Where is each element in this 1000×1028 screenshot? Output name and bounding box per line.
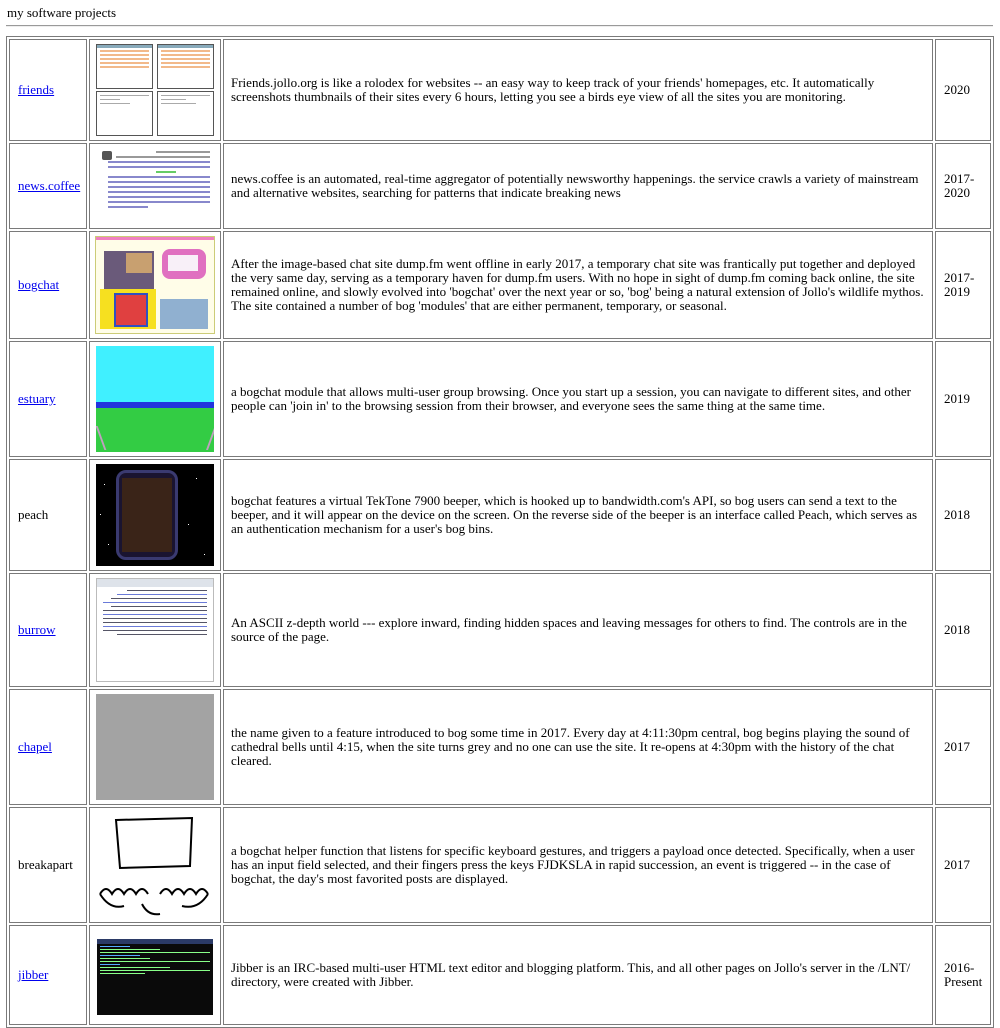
- project-name-cell: [9, 231, 87, 339]
- project-description: news.coffee is an automated, real-time aggregator of potentially newsworthy happenings. the service crawls a variety of mainstream and alternative websites, searching for patterns that indicate breaking news: [223, 143, 933, 229]
- project-year: 2017: [935, 807, 991, 923]
- project-description: a bogchat module that allows multi-user group browsing. Once you start up a session, you can navigate to different sites, and other people can 'join in' to the browsing session from their browser, and everyone sees the same thing at the same time.: [223, 341, 933, 457]
- project-link-jibber[interactable]: jibber: [18, 967, 49, 982]
- project-name-cell: [9, 39, 87, 141]
- breakapart-thumbnail[interactable]: [94, 812, 216, 918]
- project-description: the name given to a feature introduced to bog some time in 2017. Every day at 4:11:30pm central, bog begins playing the sound of cathedral bells until 4:15, when the site turns grey and no one can use the site. It re-opens at 4:30pm with the history of the chat cleared.: [223, 689, 933, 805]
- bogchat-thumbnail[interactable]: [95, 236, 215, 334]
- project-year: 2018: [935, 459, 991, 571]
- project-thumbnail-cell: [89, 341, 221, 457]
- table-row: [9, 689, 991, 805]
- project-name-cell: [9, 573, 87, 687]
- project-link-chapel[interactable]: chapel: [18, 739, 52, 754]
- project-link-burrow[interactable]: burrow: [18, 622, 56, 637]
- project-name-cell: [9, 925, 87, 1025]
- project-name-peach: peach: [18, 507, 49, 522]
- project-thumbnail-cell: [89, 573, 221, 687]
- table-row: [9, 143, 991, 229]
- project-name-cell: [9, 689, 87, 805]
- project-description: After the image-based chat site dump.fm went offline in early 2017, a temporary chat site was frantically put together and deployed the very same day, serving as a temporary haven for dump.fm users. With no hope in sight of dump.fm coming back online, the site remained online, and slowly evolved into 'bogchat' over the next year or so, 'bog' being a natural extension of Jollo's wildlife mythos. The site contained a number of bog 'modules' that are either permanent, temporary, or seasonal.: [223, 231, 933, 339]
- projects-table: [6, 36, 994, 1028]
- table-row: [9, 807, 991, 923]
- project-name-cell: [9, 341, 87, 457]
- project-year: 2018: [935, 573, 991, 687]
- project-description: Friends.jollo.org is like a rolodex for websites -- an easy way to keep track of your friends' homepages, etc. It automatically screenshots thumbnails of their sites every 6 hours, letting you see a birds eye view of all the sites you are monitoring.: [223, 39, 933, 141]
- project-year: 2017: [935, 689, 991, 805]
- burrow-thumbnail[interactable]: [96, 578, 214, 682]
- chapel-thumbnail[interactable]: [96, 694, 214, 800]
- project-description: bogchat features a virtual TekTone 7900 beeper, which is hooked up to bandwidth.com's API, so bog users can send a text to the beeper, and it will appear on the device on the screen. On the reverse side of the beeper is an interface called Peach, which serves as an authentication mechanism for a user's bog bins.: [223, 459, 933, 571]
- project-year: 2016-Present: [935, 925, 991, 1025]
- project-thumbnail-cell: [89, 925, 221, 1025]
- table-row: [9, 341, 991, 457]
- news-coffee-thumbnail[interactable]: [96, 148, 214, 224]
- project-description: Jibber is an IRC-based multi-user HTML text editor and blogging platform. This, and all other pages on Jollo's server in the /LNT/ directory, were created with Jibber.: [223, 925, 933, 1025]
- project-thumbnail-cell: [89, 231, 221, 339]
- table-row: [9, 39, 991, 141]
- project-thumbnail-cell: [89, 459, 221, 571]
- project-link-estuary[interactable]: estuary: [18, 391, 56, 406]
- friends-thumbnail[interactable]: [96, 44, 214, 136]
- peach-thumbnail[interactable]: [96, 464, 214, 566]
- table-row: [9, 925, 991, 1025]
- project-thumbnail-cell: [89, 807, 221, 923]
- project-link-friends[interactable]: friends: [18, 82, 55, 97]
- project-name-cell: [9, 459, 87, 571]
- table-row: [9, 459, 991, 571]
- project-description: An ASCII z-depth world --- explore inward, finding hidden spaces and leaving messages for others to find. The controls are in the source of the page.: [223, 573, 933, 687]
- project-name-cell: [9, 807, 87, 923]
- project-thumbnail-cell: [89, 143, 221, 229]
- jibber-thumbnail[interactable]: [97, 939, 213, 1015]
- project-year: 2017-2019: [935, 231, 991, 339]
- estuary-thumbnail[interactable]: [96, 346, 214, 452]
- project-year: 2017-2020: [935, 143, 991, 229]
- project-link-bogchat[interactable]: bogchat: [18, 277, 60, 292]
- project-thumbnail-cell: [89, 39, 221, 141]
- project-link-news-coffee[interactable]: news.coffee: [18, 178, 81, 193]
- divider: [6, 25, 993, 27]
- project-thumbnail-cell: [89, 689, 221, 805]
- page-title: my software projects: [7, 5, 117, 20]
- table-row: [9, 573, 991, 687]
- table-row: [9, 231, 991, 339]
- project-description: a bogchat helper function that listens for specific keyboard gestures, and triggers a payload once detected. Specifically, when a user has an input field selected, and their fingers press the keys FJDKSLA in rapid succession, an event is triggered -- in the case of bogchat, the day's most favorited posts are displayed.: [223, 807, 933, 923]
- project-name-cell: [9, 143, 87, 229]
- project-name-breakapart: breakapart: [18, 857, 73, 872]
- project-year: 2020: [935, 39, 991, 141]
- project-year: 2019: [935, 341, 991, 457]
